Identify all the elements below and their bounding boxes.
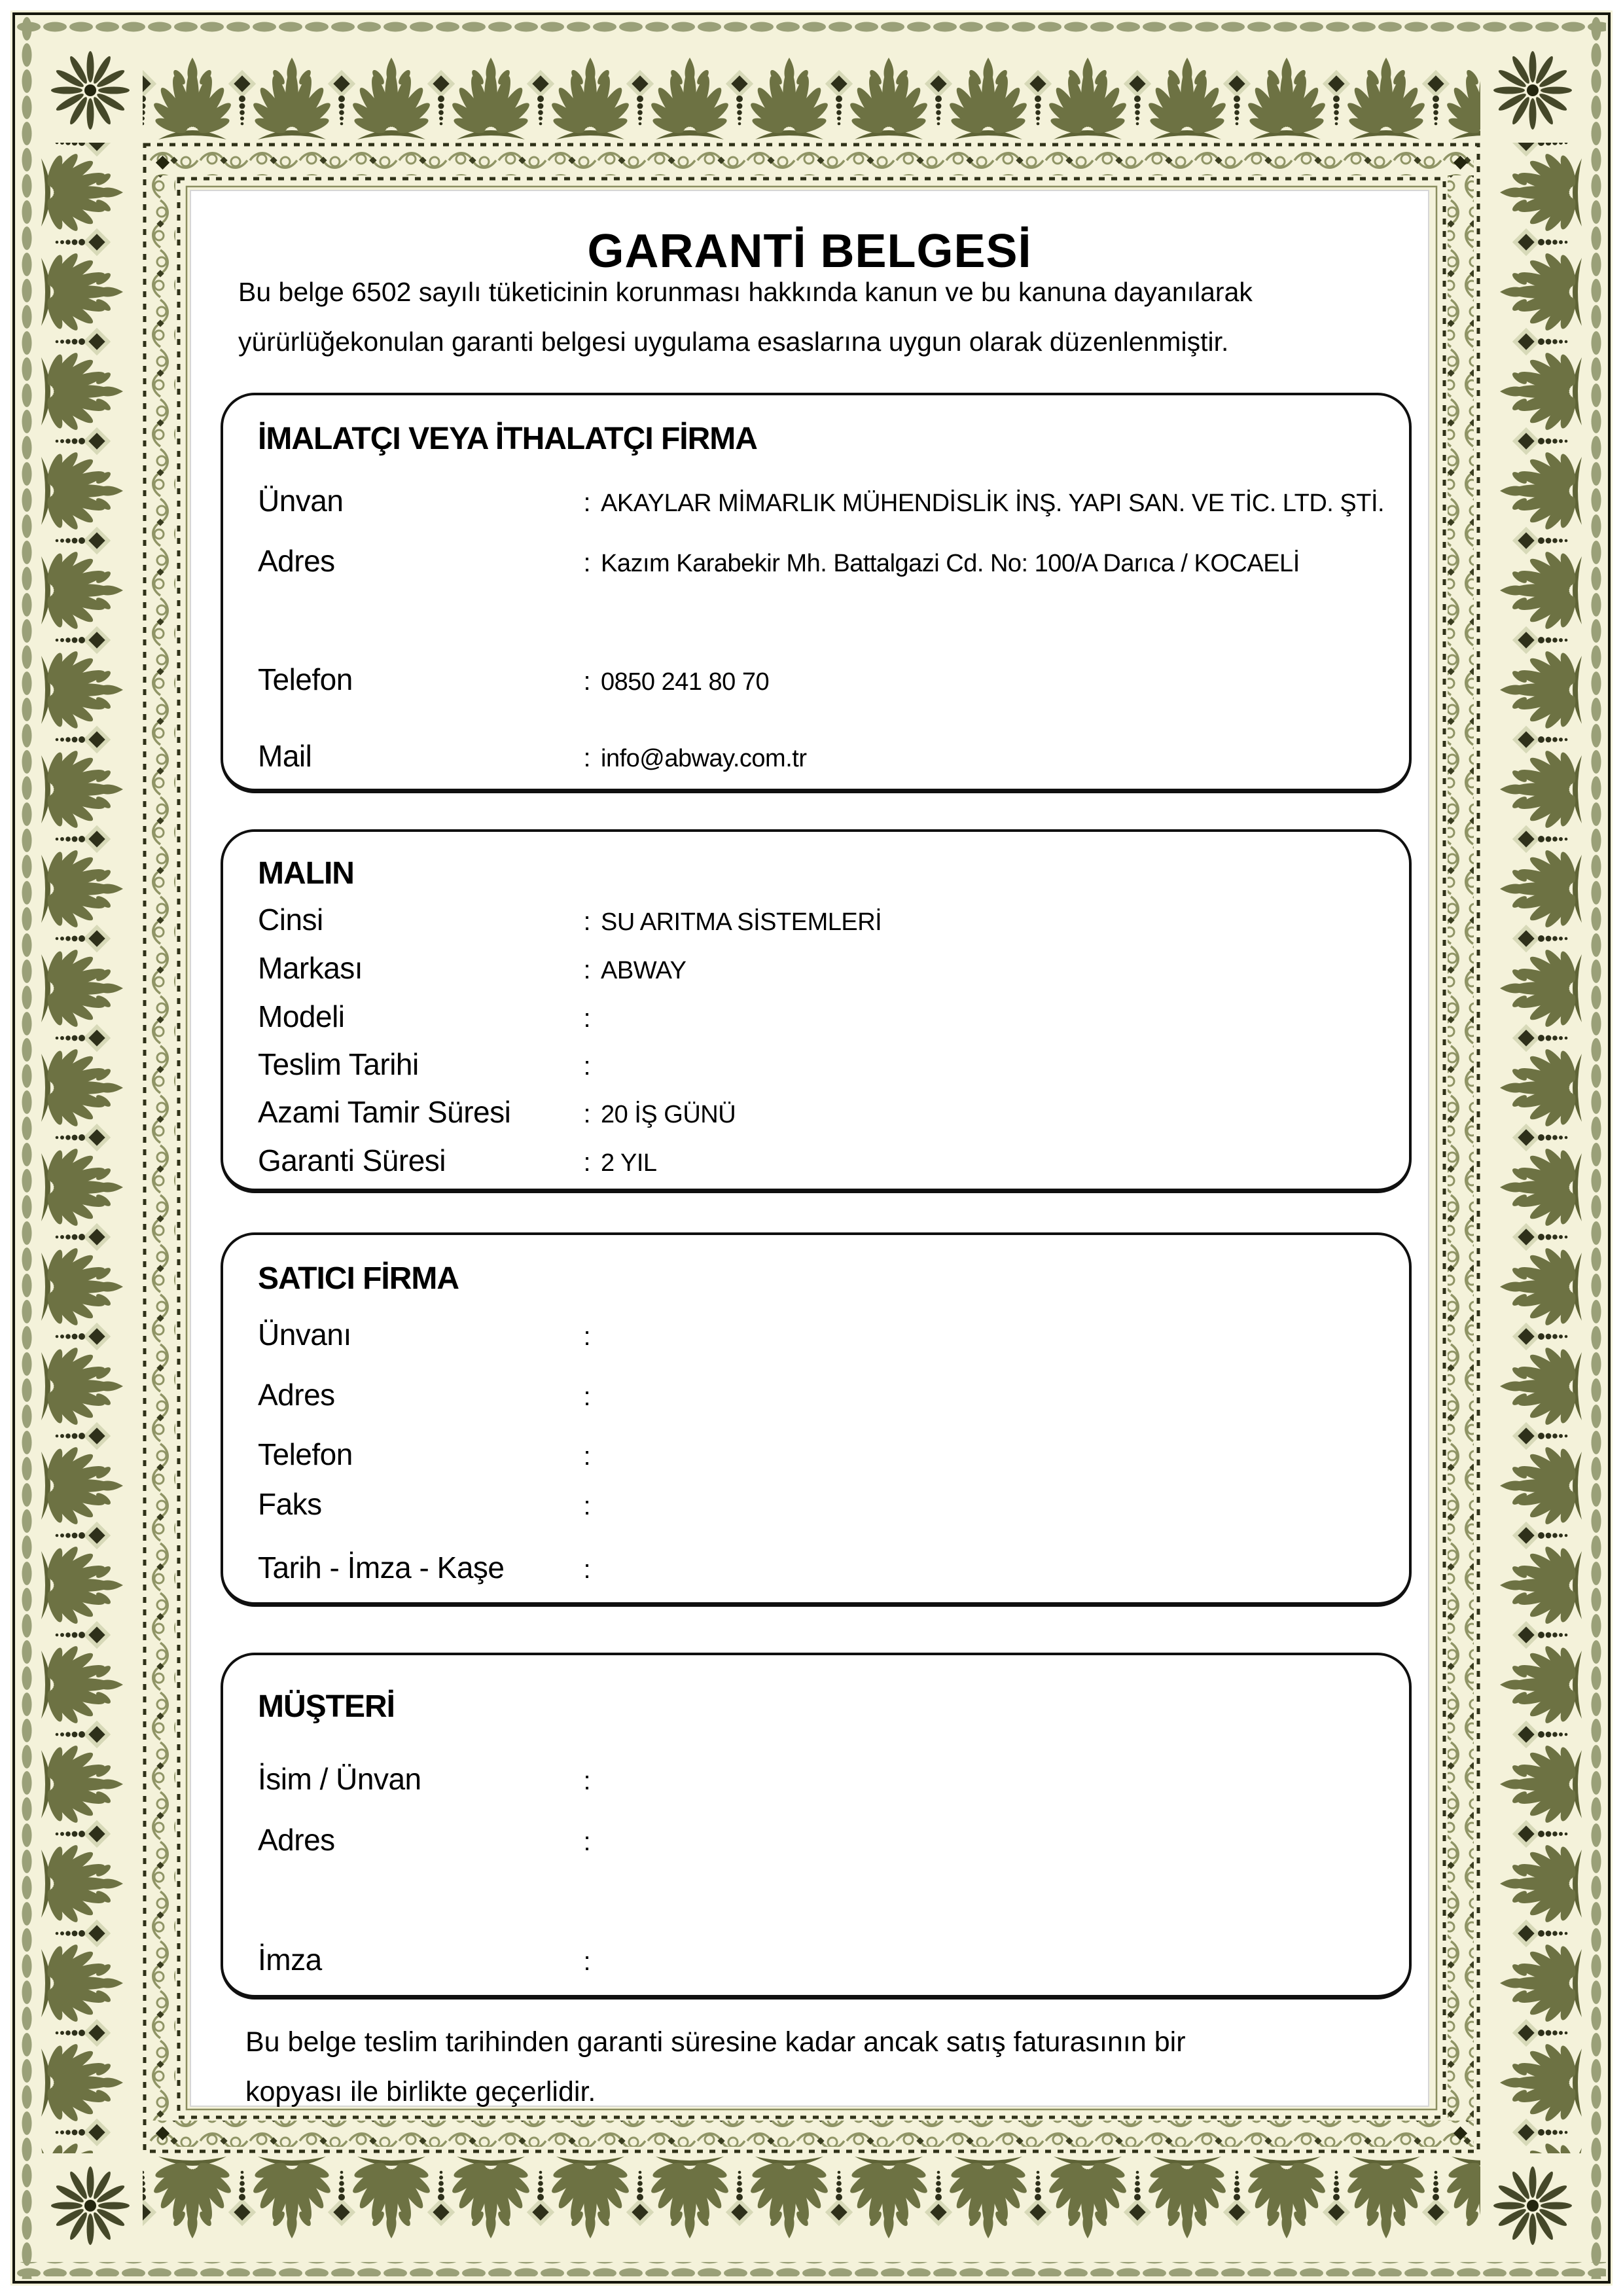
field-label: İsim / Ünvan: [258, 1762, 421, 1796]
field-label: Modeli: [258, 999, 345, 1033]
field-row-adres: [258, 1374, 1385, 1417]
field-row-cinsi: [258, 899, 1385, 942]
field-colon: :: [583, 1322, 591, 1351]
section-seller-heading: SATICI FİRMA: [258, 1261, 459, 1296]
footer-line-2: kopyası ile birlikte geçerlidir.: [245, 2076, 596, 2108]
intro-text: [238, 267, 1410, 367]
field-row-unvani: [258, 1314, 1385, 1357]
field-label: Teslim Tarihi: [258, 1047, 419, 1081]
field-value: 20 İŞ GÜNÜ: [601, 1101, 736, 1128]
field-label: Ünvan: [258, 484, 344, 518]
field-label: Markası: [258, 951, 363, 985]
field-row-mail: [258, 736, 1385, 779]
field-colon: :: [583, 1100, 591, 1128]
intro-line-2: yürürlüğekonulan garanti belgesi uygulama esaslarına uygun olarak düzenlenmiştir.: [238, 327, 1229, 357]
field-label: Garanti Süresi: [258, 1143, 446, 1177]
field-colon: :: [583, 667, 591, 696]
section-goods: [221, 829, 1412, 1193]
field-colon: :: [583, 1827, 591, 1856]
field-row-isim-unvan: [258, 1759, 1385, 1801]
footer-line-1: Bu belge teslim tarihinden garanti süresine kadar ancak satış faturasının bir: [245, 2026, 1186, 2058]
field-row-modeli: [258, 996, 1385, 1039]
section-manufacturer: [221, 393, 1412, 793]
field-row-markasi: [258, 948, 1385, 991]
field-row-azami-tamir-suresi: [258, 1092, 1385, 1135]
field-label: Telefon: [258, 662, 353, 696]
field-colon: :: [583, 1382, 591, 1411]
field-row-teslim-tarihi: [258, 1044, 1385, 1086]
field-row-imza: [258, 1939, 1385, 1982]
field-colon: :: [583, 1148, 591, 1177]
field-colon: :: [583, 548, 591, 577]
field-label: Ünvanı: [258, 1318, 351, 1352]
field-colon: :: [583, 1492, 591, 1520]
field-colon: :: [583, 956, 591, 984]
field-row-unvan: [258, 480, 1385, 524]
intro-line-1: Bu belge 6502 sayılı tüketicinin korunması hakkında kanun ve bu kanuna dayanılarak: [238, 277, 1253, 307]
field-row-faks: [258, 1484, 1385, 1526]
section-customer: [221, 1653, 1412, 2000]
field-colon: :: [583, 907, 591, 936]
section-manufacturer-heading: İMALATÇI VEYA İTHALATÇI FİRMA: [258, 422, 757, 456]
field-value: 0850 241 80 70: [601, 668, 770, 696]
field-value: Kazım Karabekir Mh. Battalgazi Cd. No: 100/A Darıca / KOCAELİ: [601, 550, 1300, 577]
field-value: info@abway.com.tr: [601, 745, 807, 772]
field-row-garanti-suresi: [258, 1140, 1385, 1183]
field-colon: :: [583, 1004, 591, 1033]
field-row-telefon: [258, 659, 1385, 702]
field-label: Adres: [258, 1378, 335, 1412]
section-goods-heading: MALIN: [258, 856, 354, 891]
field-label: Adres: [258, 1823, 335, 1857]
field-value: ABWAY: [601, 957, 687, 984]
certificate-sheet: [191, 191, 1428, 2106]
field-value: AKAYLAR MİMARLIK MÜHENDİSLİK İNŞ. YAPI SAN. VE TİC. LTD. ŞTİ.: [601, 490, 1385, 517]
footer-note: [245, 2017, 1402, 2117]
field-label: Adres: [258, 544, 335, 578]
section-seller: [221, 1232, 1412, 1607]
field-colon: :: [583, 1767, 591, 1795]
field-label: İmza: [258, 1943, 322, 1977]
field-row-telefon: [258, 1434, 1385, 1477]
field-row-adres: [258, 541, 1385, 584]
page-title: GARANTİ BELGESİ: [587, 225, 1032, 278]
field-value: 2 YIL: [601, 1149, 657, 1177]
field-colon: :: [583, 488, 591, 517]
field-label: Azami Tamir Süresi: [258, 1095, 511, 1129]
field-label: Telefon: [258, 1437, 353, 1471]
field-label: Faks: [258, 1487, 322, 1521]
field-row-adres: [258, 1820, 1385, 1862]
field-label: Cinsi: [258, 903, 323, 937]
field-colon: :: [583, 1052, 591, 1081]
field-colon: :: [583, 744, 591, 772]
field-colon: :: [583, 1555, 591, 1584]
field-row-tarih-imza-kase: [258, 1547, 1385, 1590]
field-label: Tarih - İmza - Kaşe: [258, 1551, 505, 1585]
field-colon: :: [583, 1947, 591, 1976]
section-customer-heading: MÜŞTERİ: [258, 1689, 395, 1724]
field-value: SU ARITMA SİSTEMLERİ: [601, 908, 882, 936]
field-colon: :: [583, 1442, 591, 1471]
field-label: Mail: [258, 739, 312, 773]
